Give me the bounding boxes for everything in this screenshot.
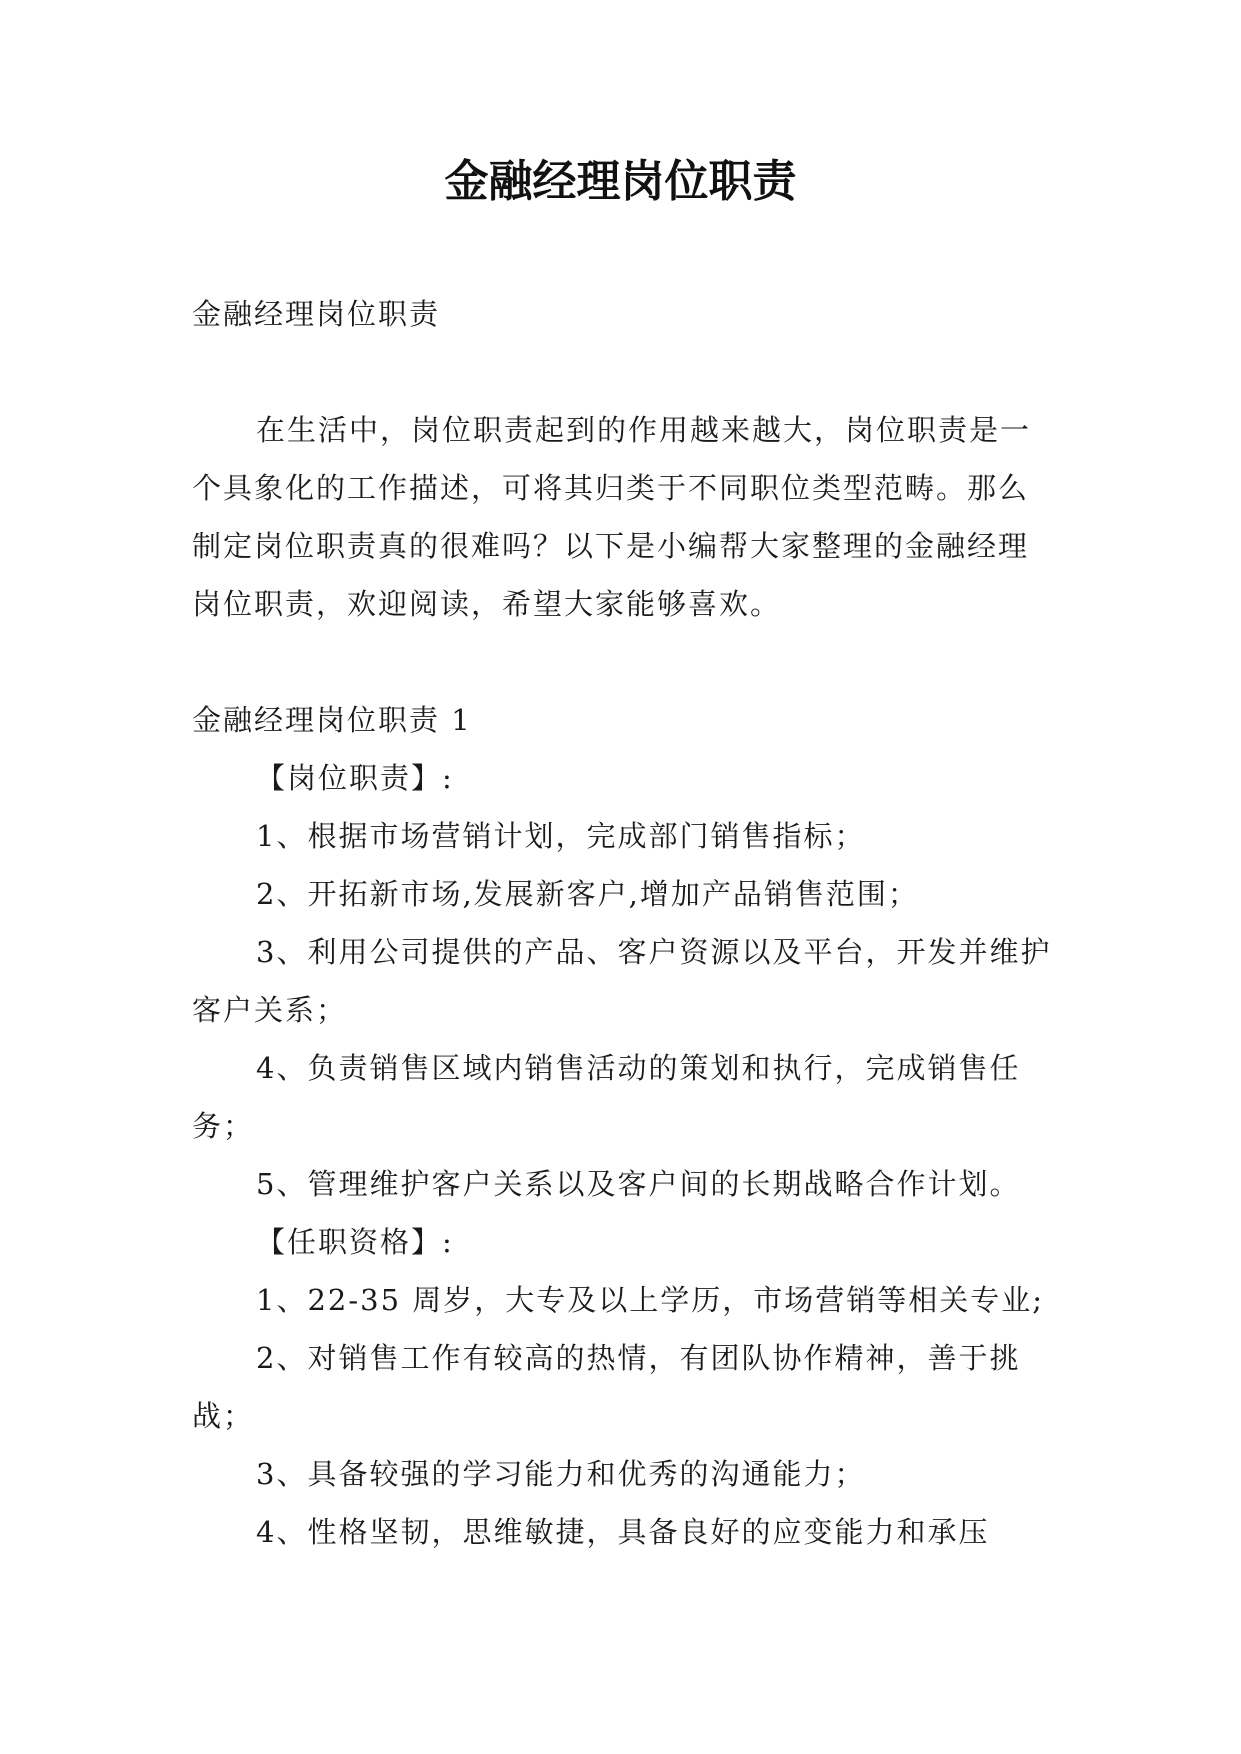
qualification-item: 1、22-35 周岁，大专及以上学历，市场营销等相关专业; bbox=[256, 1283, 1045, 1317]
section-heading: 金融经理岗位职责 1 bbox=[192, 703, 472, 737]
document-body bbox=[192, 285, 1052, 1561]
qualification-item: 2、对销售工作有较高的热情，有团队协作精神，善于挑战； bbox=[192, 1341, 1021, 1433]
duty-item: 3、利用公司提供的产品、客户资源以及平台，开发并维护客户关系； bbox=[192, 935, 1052, 1027]
qualifications-heading: 【任职资格】: bbox=[256, 1225, 454, 1259]
qualification-item: 3、具备较强的学习能力和优秀的沟通能力； bbox=[256, 1457, 866, 1491]
intro-paragraph: 在生活中，岗位职责起到的作用越来越大，岗位职责是一个具象化的工作描述，可将其归类于不同职位类型范畴。那么制定岗位职责真的很难吗？以下是小编帮大家整理的金融经理岗位职责，欢迎阅读，希望大家能够喜欢。 bbox=[192, 413, 1032, 621]
duty-item: 5、管理维护客户关系以及客户间的长期战略合作计划。 bbox=[256, 1167, 1021, 1201]
duty-item: 2、开拓新市场,发展新客户,增加产品销售范围； bbox=[256, 877, 919, 911]
duty-item: 1、根据市场营销计划，完成部门销售指标； bbox=[256, 819, 866, 853]
duties-heading: 【岗位职责】: bbox=[256, 761, 454, 795]
document-title: 金融经理岗位职责 bbox=[444, 156, 797, 207]
document-subtitle: 金融经理岗位职责 bbox=[192, 297, 441, 331]
qualification-item: 4、性格坚韧，思维敏捷，具备良好的应变能力和承压 bbox=[256, 1515, 990, 1549]
duty-item: 4、负责销售区域内销售活动的策划和执行，完成销售任务； bbox=[192, 1051, 1021, 1143]
